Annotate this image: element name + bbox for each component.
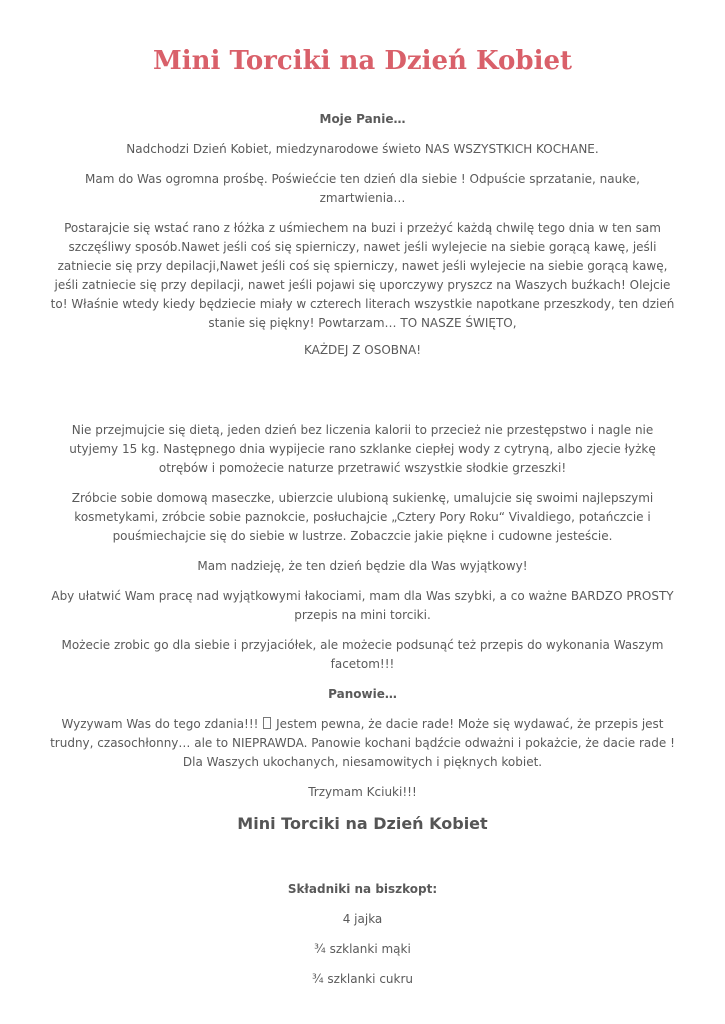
spacer [50,835,675,880]
paragraph-pamper: Zróbcie sobie domową maseczke, ubierzcie ulubioną sukienkę, umalujcie się swoimi najlepszymi kosmetykami, zróbcie sobie paznokcie, posłuchajcie „Cztery Pory Roku“ Vivaldiego, potańczcie i pouśmiechajcie się do siebie w lustrze. Zobaczcie jakie piękne i cudowne jesteście. [71,491,654,543]
ingredient-item: ¾ szklanki mąki [314,942,411,956]
ingredients-heading: Składniki na biszkopt: [287,882,438,896]
paragraph-recipe-intro: Aby ułatwić Wam pracę nad wyjątkowymi łakociami, mam dla Was szybki, a co ważne BARDZO PROSTY przepis na mini torciki. [51,589,674,622]
recipe-subtitle: Mini Torciki na Dzień Kobiet [237,814,488,833]
paragraph-intro-1: Nadchodzi Dzień Kobiet, miedzynarodowe świeto NAS WSZYSTKICH KOCHANE. [126,142,599,156]
paragraph-challenge [50,715,675,772]
paragraph-intro-2: Mam do Was ogromna prośbę. Poświećcie ten dzień dla siebie ! Odpuście sprzatanie, nauke, zmartwienia… [85,172,640,205]
ingredient-item: 4 jajka [342,912,383,926]
challenge-lead: Wyzywam Was do tego zdania!!! [61,717,259,731]
paragraph-hope: Mam nadzieję, że ten dzień będzie dla Was wyjątkowy! [197,559,528,573]
paragraph-share: Możecie zrobic go dla siebie i przyjaciółek, ale możecie podsunąć też przepis do wykonania Waszym facetom!!! [61,638,664,671]
challenge-rest: Jestem pewna, że dacie rade! Może się wydawać, że przepis jest trudny, czasochłonny… ale to NIEPRAWDA. Panowie kochani bądźcie odważni i pokażcie, że dacie rade ! Dla Waszych ukochanych, niesamowitych i pięknych kobiet. [50,717,675,769]
greeting-ladies: Moje Panie… [319,112,406,126]
greeting-men: Panowie… [328,687,397,701]
article-body [50,110,675,1000]
paragraph-fingers-crossed: Trzymam Kciuki!!! [308,785,417,799]
ingredient-item: ¾ szklanki cukru [311,972,414,986]
spacer [50,371,675,421]
page-title: Mini Torciki na Dzień Kobiet [152,46,572,76]
paragraph-diet: Nie przejmujcie się dietą, jeden dzień bez liczenia kalorii to przecież nie przestępstwo i nagle nie utyjemy 15 kg. Następnego dnia wypijecie rano szklanke ciepłej wody z cytryną, albo zjecie łyżkę otrębów i pomożecie naturze przetrawić wszystkie słodkie grzeszki! [69,423,656,475]
missing-glyph-icon [263,717,271,729]
paragraph-intro-4: KAŻDEJ Z OSOBNA! [303,343,422,357]
paragraph-intro-3: Postarajcie się wstać rano z łóżka z uśmiechem na buzi i przeżyć każdą chwilę tego dnia w ten sam szczęśliwy sposób.Nawet jeśli coś się spierniczy, nawet jeśli wylejecie na siebie gorącą kawę, jeśli zatniecie się przy depilacji,Nawet jeśli coś się spierniczy, nawet jeśli wylejecie na siebie gorącą kawę, jeśli zatniecie się przy depilacji, nawet jeśli pojawi się uporczywy pryszcz na Waszych buźkach! Olejcie to! Właśnie wtedy kiedy będziecie miały w czterech literach wszystkie napotkane przeszkody, ten dzień stanie się piękny! Powtarzam… TO NASZE ŚWIĘTO, [50,221,675,330]
